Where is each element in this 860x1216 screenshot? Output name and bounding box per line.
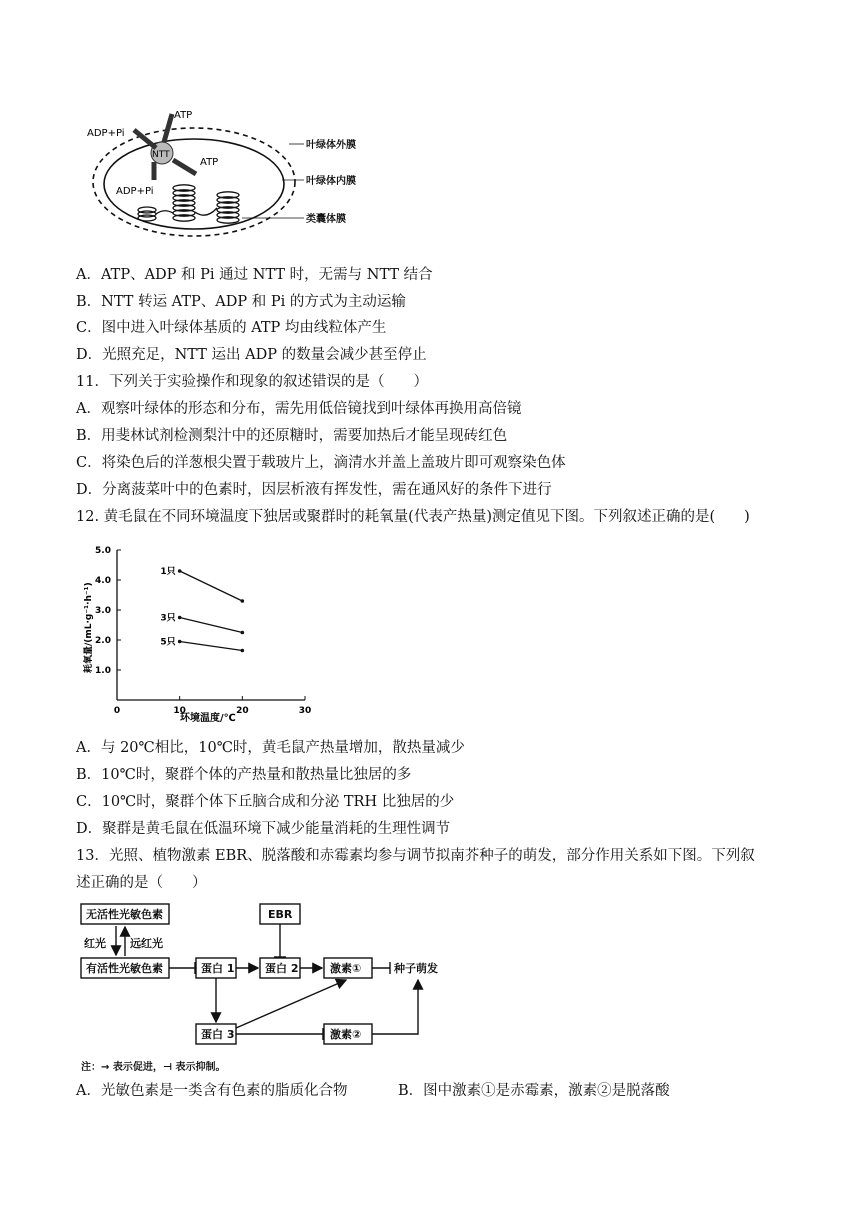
inner-membrane — [104, 139, 284, 229]
series-label-1: 1只 — [160, 567, 176, 577]
q12-option-b: B．10℃时，聚群个体的产热量和散热量比独居的多 — [76, 767, 412, 783]
box-hormone2-label: 激素② — [330, 1028, 362, 1041]
red-light-label: 红光 — [84, 937, 106, 950]
box-ebr-label: EBR — [268, 908, 293, 921]
far-red-light-label: 远红光 — [130, 937, 163, 950]
series-line-1 — [180, 571, 243, 601]
box-protein2-label: 蛋白 2 — [265, 962, 299, 975]
x-tick-label: 0 — [113, 706, 121, 716]
oxygen-consumption-chart — [80, 538, 330, 728]
q10-option-c: C．图中进入叶绿体基质的 ATP 均由线粒体产生 — [76, 320, 387, 336]
data-point — [241, 649, 245, 653]
box-protein3-label: 蛋白 3 — [201, 1028, 235, 1041]
y-tick-label: 3.0 — [95, 606, 111, 616]
q11-option-c: C．将染色后的洋葱根尖置于载玻片上，滴清水并盖上盖玻片即可观察染色体 — [76, 455, 566, 471]
box-protein1-label: 蛋白 1 — [201, 962, 235, 975]
x-tick-label: 20 — [236, 706, 249, 716]
x-tick-label: 10 — [173, 706, 186, 716]
arrow-adp-in — [134, 130, 156, 148]
q10-option-a: A．ATP、ADP 和 Pi 通过 NTT 时，无需与 NTT 结合 — [76, 267, 433, 283]
label-atp-top: ATP — [174, 110, 193, 121]
q11-option-a: A．观察叶绿体的形态和分布，需先用低倍镜找到叶绿体再换用高倍镜 — [76, 401, 522, 417]
box-active-label: 有活性光敏色素 — [86, 962, 163, 975]
chart-ylabel: 耗氧量/(mL·g⁻¹·h⁻¹) — [84, 582, 94, 673]
arrow-atp-out — [173, 160, 196, 174]
box-inactive-label: 无活性光敏色素 — [86, 908, 163, 921]
q10-option-b: B．NTT 转运 ATP、ADP 和 Pi 的方式为主动运输 — [76, 294, 406, 310]
q12-stem: 12. 黄毛鼠在不同环境温度下独居或聚群时的耗氧量(代表产热量)测定值见下图。下列叙述正确的是( ) — [76, 509, 750, 525]
label-thylakoid-membrane: 类囊体膜 — [306, 214, 346, 225]
series-label-2: 3只 — [160, 613, 176, 624]
q12-option-c: C．10℃时，聚群个体下丘脑合成和分泌 TRH 比独居的少 — [76, 794, 455, 810]
label-adp-pi-top: ADP+Pi — [87, 128, 125, 139]
y-tick-label: 2.0 — [95, 636, 111, 646]
seed-germination-diagram — [78, 900, 458, 1080]
q11-stem: 11．下列关于实验操作和现象的叙述错误的是（ ） — [76, 374, 428, 390]
q13-option-b: B．图中激素①是赤霉素，激素②是脱落酸 — [398, 1083, 670, 1099]
box-hormone1-label: 激素① — [330, 962, 362, 975]
q11-option-b: B．用斐林试剂检测梨汁中的还原糖时，需要加热后才能呈现砖红色 — [76, 428, 508, 444]
label-adp-pi-mid: ADP+Pi — [116, 186, 154, 197]
y-tick-label: 5.0 — [95, 546, 111, 556]
q12-option-a: A．与 20℃相比，10℃时，黄毛鼠产热量增加，散热量减少 — [76, 740, 465, 756]
series-line-2 — [180, 618, 243, 633]
arrow-atp-in — [164, 114, 172, 142]
data-point — [241, 631, 245, 635]
data-point — [178, 616, 182, 620]
y-tick-label: 4.0 — [95, 576, 111, 586]
q13-option-a: A．光敏色素是一类含有色素的脂质化合物 — [76, 1083, 348, 1099]
germination-label: 种子萌发 — [394, 962, 438, 975]
q12-option-d: D．聚群是黄毛鼠在低温环境下减少能量消耗的生理性调节 — [76, 821, 451, 837]
label-outer-membrane: 叶绿体外膜 — [306, 140, 356, 151]
ntt-chloroplast-figure — [82, 100, 342, 240]
x-tick-label: 30 — [298, 706, 312, 716]
label-ntt: NTT — [152, 150, 170, 160]
q10-option-d: D．光照充足，NTT 运出 ADP 的数量会减少甚至停止 — [76, 347, 427, 363]
series-label-3: 5只 — [160, 637, 176, 648]
series-line-3 — [180, 642, 243, 651]
data-point — [241, 599, 245, 603]
q13-stem-line2: 述正确的是（ ） — [76, 875, 207, 891]
label-inner-membrane: 叶绿体内膜 — [306, 176, 356, 187]
data-point — [178, 640, 182, 644]
q11-option-d: D．分离菠菜叶中的色素时，因层析液有挥发性，需在通风好的条件下进行 — [76, 482, 552, 498]
q13-stem-line1: 13．光照、植物激素 EBR、脱落酸和赤霉素均参与调节拟南芥种子的萌发，部分作用关系如下图。下列叙 — [76, 848, 755, 864]
chart-xlabel: 环境温度/℃ — [180, 713, 236, 724]
diagram-note: 注：→ 表示促进，⊣ 表示抑制。 — [81, 1062, 226, 1073]
label-atp-mid: ATP — [200, 157, 219, 168]
y-tick-label: 1.0 — [95, 666, 111, 676]
data-point — [178, 569, 182, 573]
